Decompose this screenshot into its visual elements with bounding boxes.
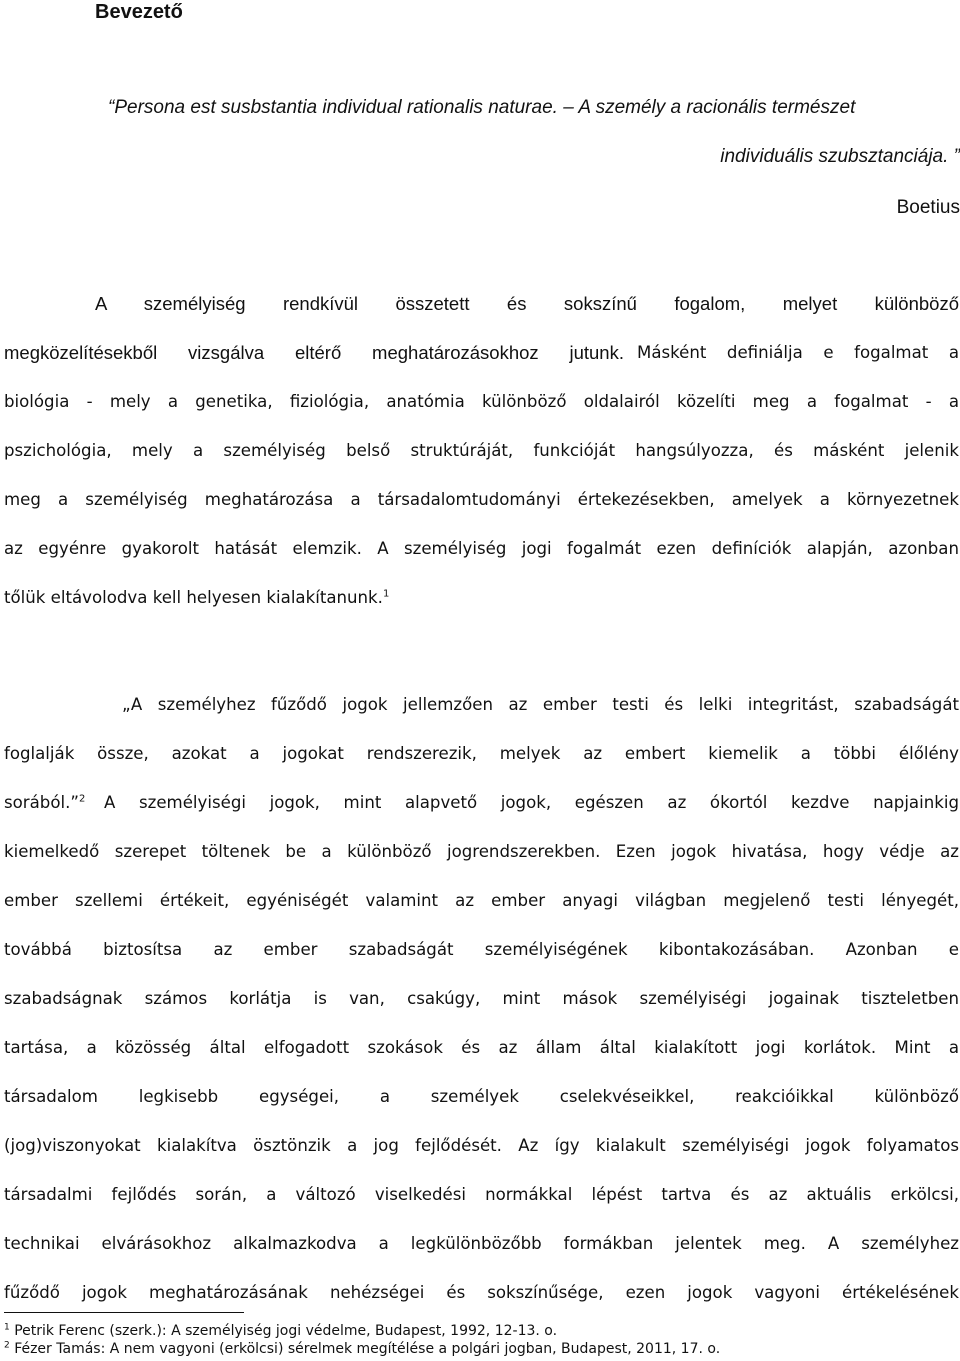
footnote-1-number: 1 <box>4 1322 10 1333</box>
paragraph-2-line-9: társadalom legkisebb egységei, a személyek cselekvéseikkel, reakcióikkal különböző <box>4 1087 959 1106</box>
paragraph-2-line-2: foglalják össze, azokat a jogokat rendszerezik, melyek az embert kiemelik a többi élőlény <box>4 744 959 763</box>
paragraph-2-line-6: továbbá biztosítsa az ember szabadságát személyiségének kibontakozásában. Azonban e <box>4 940 959 959</box>
footnote-1 <box>4 1322 557 1340</box>
footnote-2-number: 2 <box>4 1340 10 1351</box>
paragraph-2-line-12: technikai elvárásokhoz alkalmazkodva a legkülönbözőbb formákban jelentek meg. A személyhez <box>4 1234 959 1253</box>
footnote-ref-2[interactable]: 2 <box>78 793 86 805</box>
paragraph-2-line-3a <box>4 791 104 815</box>
paragraph-1-line-2a: megközelítésekből vizsgálva eltérő meghatározásokhoz jutunk. <box>4 342 624 363</box>
paragraph-2-line-8: tartása, a közösség által elfogadott szokások és az állam által kialakított jogi korlátok. Mint a <box>4 1038 959 1057</box>
epigraph-line-1: “Persona est susbstantia individual rationalis naturae. – A személy a racionális természet <box>108 97 856 118</box>
paragraph-2-quote-end: sorából.” <box>4 793 79 812</box>
paragraph-1-line-7 <box>4 586 389 610</box>
paragraph-2-line-1: „A személyhez fűződő jogok jellemzően az ember testi és lelki integritást, szabadságát <box>122 695 959 714</box>
paragraph-2-line-10: (jog)viszonyokat kialakítva ösztönzik a jog fejlődését. Az így kialakult személyiségi jogok folyamatos <box>4 1136 959 1155</box>
footnote-divider <box>4 1312 244 1313</box>
paragraph-2-line-13: fűződő jogok meghatározásának nehézségei és sokszínűsége, ezen jogok vagyoni értékelésének <box>4 1283 959 1302</box>
paragraph-1-line-4: pszichológia, mely a személyiség belső struktúráját, funkcióját hangsúlyozza, és másként jelenik <box>4 441 959 460</box>
paragraph-1-line-6: az egyénre gyakorolt hatását elemzik. A személyiség jogi fogalmát ezen definíciók alapján, azonban <box>4 539 959 558</box>
epigraph-line-2: individuális szubsztanciája. ” <box>720 146 960 167</box>
paragraph-1-line-1: A személyiség rendkívül összetett és sokszínű fogalom, melyet különböző <box>95 293 959 314</box>
paragraph-1-line-2b: Másként definiálja e fogalmat a <box>637 343 959 362</box>
section-heading: Bevezető <box>95 1 183 23</box>
paragraph-1-line-3: biológia - mely a genetika, fiziológia, anatómia különböző oldalairól közelíti meg a fogalmat - a <box>4 392 959 411</box>
paragraph-1-line-7-text: tőlük eltávolodva kell helyesen kialakítanunk. <box>4 588 383 607</box>
paragraph-2-line-3b: A személyiségi jogok, mint alapvető jogok, egészen az ókortól kezdve napjainkig <box>104 793 959 812</box>
footnote-2 <box>4 1340 720 1358</box>
footnote-ref-1[interactable]: 1 <box>382 588 390 600</box>
paragraph-2-line-5: ember szellemi értékeit, egyéniségét valamint az ember anyagi világban megjelenő testi lényegét, <box>4 891 959 910</box>
paragraph-1-line-5: meg a személyiség meghatározása a társadalomtudományi értekezésekben, amelyek a környezetnek <box>4 490 959 509</box>
epigraph-author: Boetius <box>896 197 960 218</box>
paragraph-2-line-4: kiemelkedő szerepet töltenek be a különböző jogrendszerekben. Ezen jogok hivatása, hogy védje az <box>4 842 959 861</box>
paragraph-2-line-7: szabadságnak számos korlátja is van, csakúgy, mint mások személyiségi jogainak tiszteletben <box>4 989 959 1008</box>
footnote-2-text: Fézer Tamás: A nem vagyoni (erkölcsi) sérelmek megítélése a polgári jogban, Budapest, 2011, 17. o. <box>14 1341 721 1357</box>
paragraph-2-line-11: társadalmi fejlődés során, a változó viselkedési normákkal lépést tartva és az aktuális erkölcsi, <box>4 1185 959 1204</box>
footnote-1-text: Petrik Ferenc (szerk.): A személyiség jogi védelme, Budapest, 1992, 12-13. o. <box>14 1323 558 1339</box>
